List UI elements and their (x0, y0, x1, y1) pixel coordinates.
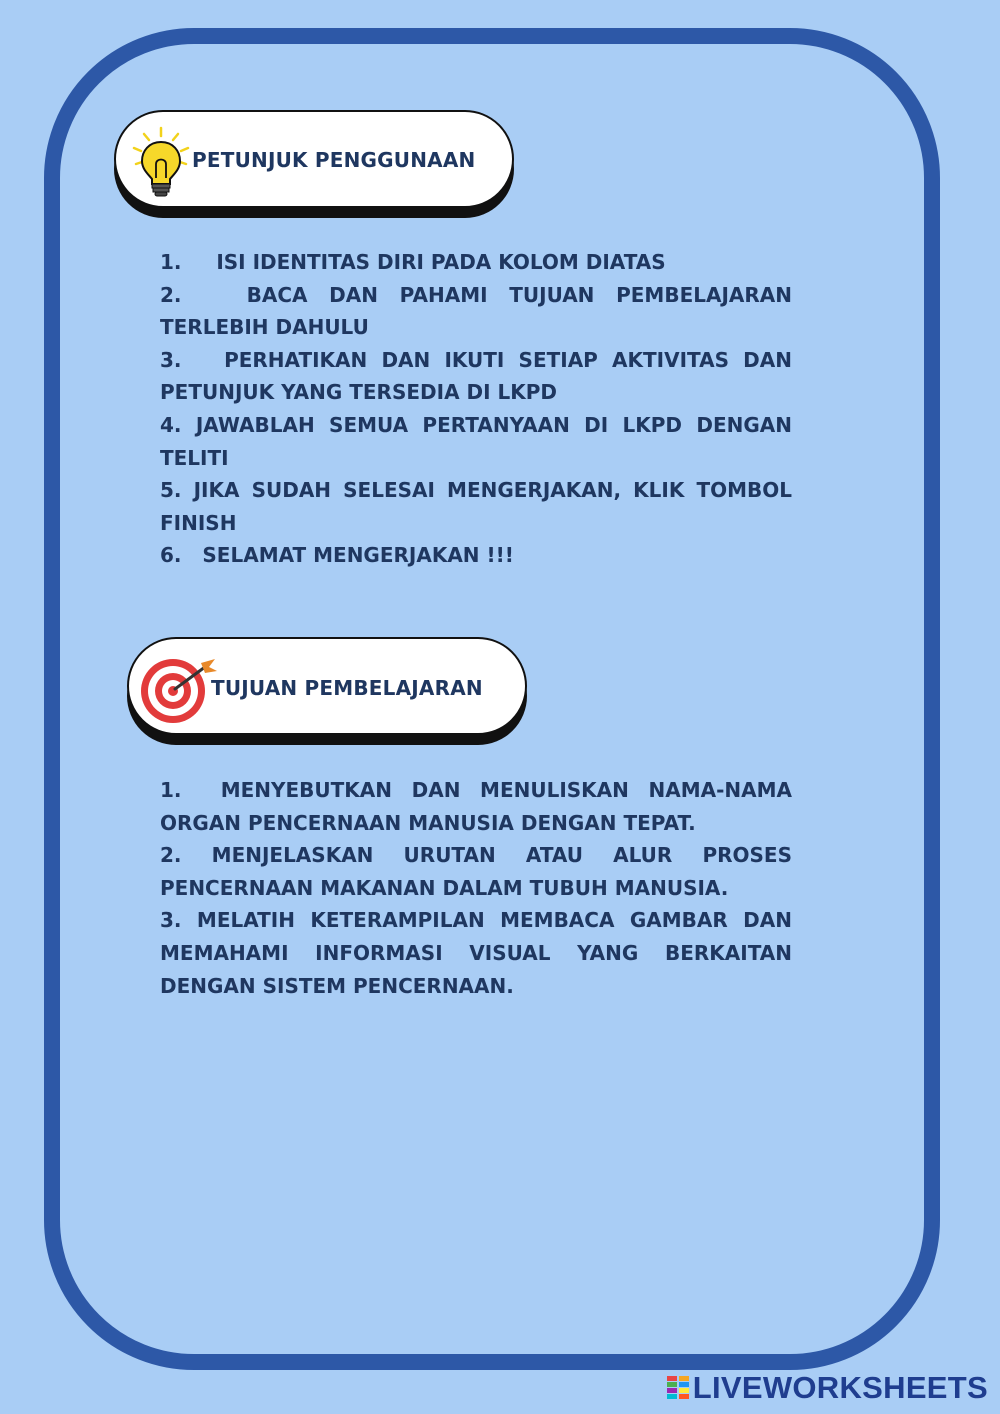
liveworksheets-watermark (667, 1370, 988, 1406)
lightbulb-icon (130, 126, 192, 200)
list-item: 5. JIKA SUDAH SELESAI MENGERJAKAN, KLIK TOMBOL FINISH (160, 478, 792, 535)
petunjuk-list (160, 246, 792, 572)
watermark-text: LIVEWORKSHEETS (692, 1370, 988, 1405)
list-item: 1. ISI IDENTITAS DIRI PADA KOLOM DIATAS (160, 250, 666, 274)
list-item: 3. MELATIH KETERAMPILAN MEMBACA GAMBAR DAN MEMAHAMI INFORMASI VISUAL YANG BERKAITAN DENGAN SISTEM PENCERNAAN. (160, 908, 792, 998)
list-item: 4. JAWABLAH SEMUA PERTANYAAN DI LKPD DENGAN TELITI (160, 412, 792, 470)
petunjuk-header (114, 110, 514, 208)
list-item: 6. SELAMAT MENGERJAKAN !!! (160, 543, 514, 568)
petunjuk-title: PETUNJUK PENGGUNAAN (192, 148, 476, 172)
list-item: 3. PERHATIKAN DAN IKUTI SETIAP AKTIVITAS DAN PETUNJUK YANG TERSEDIA DI LKPD (160, 347, 792, 405)
tujuan-title: TUJUAN PEMBELAJARAN (211, 676, 483, 700)
target-icon (139, 655, 219, 725)
tujuan-list (160, 774, 792, 1002)
liveworksheets-logo-icon (667, 1376, 689, 1400)
list-item: 2. MENJELASKAN URUTAN ATAU ALUR PROSES PENCERNAAN MAKANAN DALAM TUBUH MANUSIA. (160, 843, 792, 900)
list-item: 2. BACA DAN PAHAMI TUJUAN PEMBELAJARAN TERLEBIH DAHULU (160, 282, 792, 340)
list-item: 1. MENYEBUTKAN DAN MENULISKAN NAMA-NAMA ORGAN PENCERNAAN MANUSIA DENGAN TEPAT. (160, 778, 792, 835)
tujuan-header (127, 637, 527, 735)
